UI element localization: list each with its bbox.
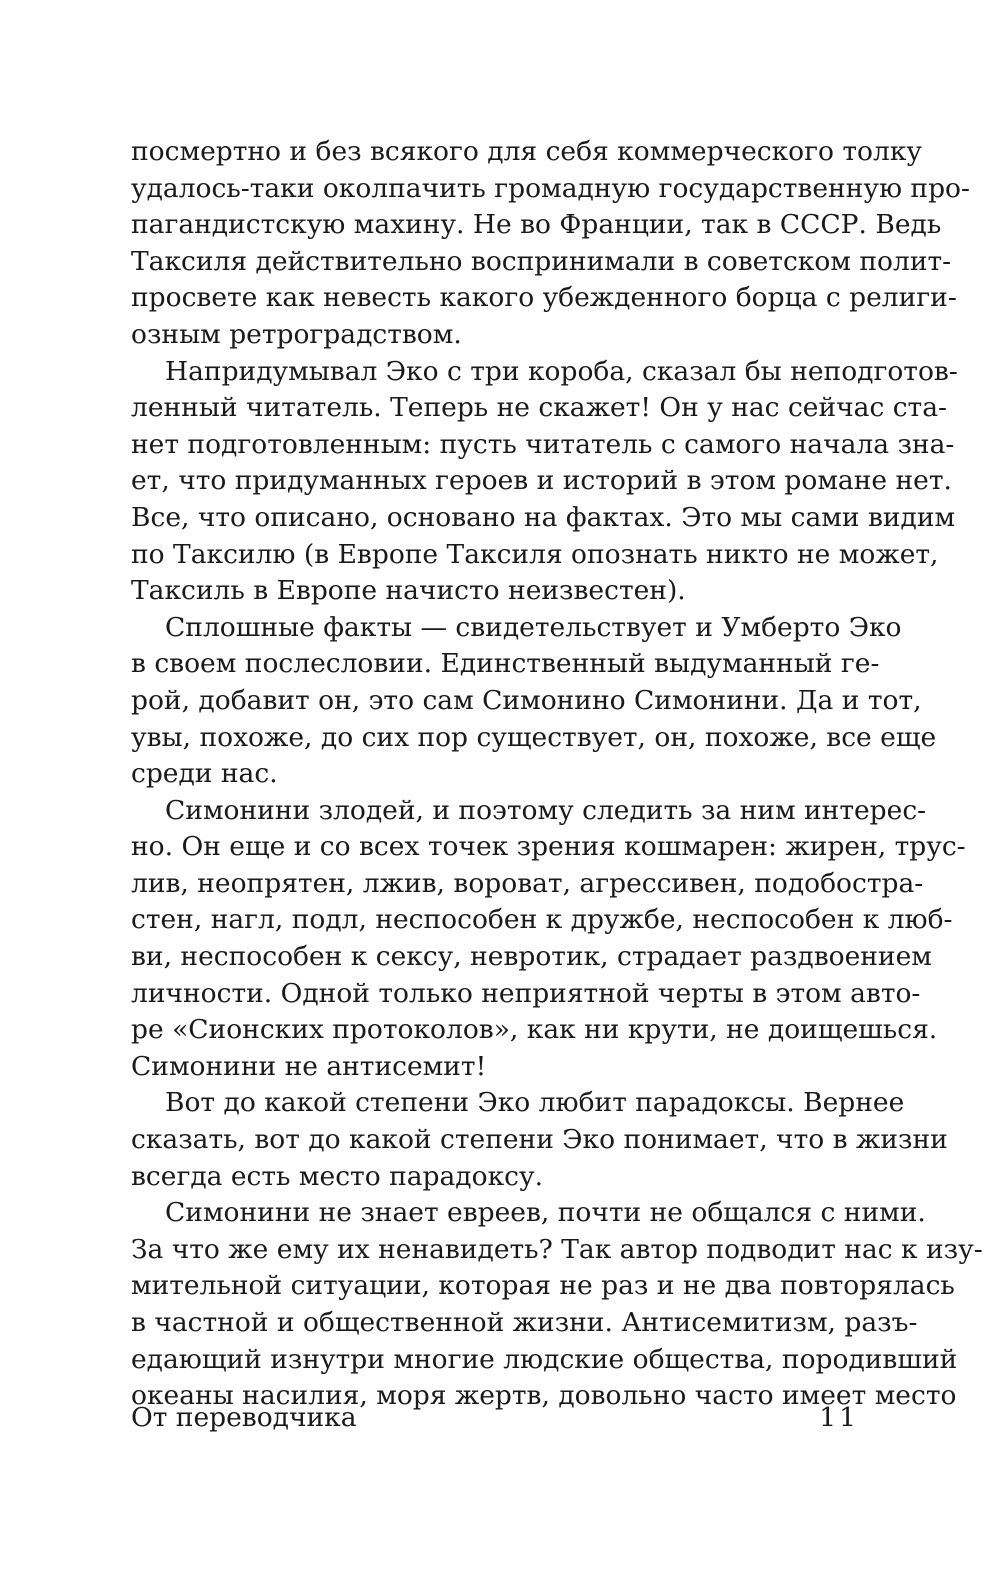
text-line: всегда есть место парадоксу. bbox=[131, 1160, 543, 1192]
text-line: За что же ему их ненавидеть? Так автор подводит нас к изу- bbox=[131, 1233, 983, 1265]
text-line: но. Он еще и со всех точек зрения кошмарен: жирен, трус- bbox=[131, 831, 966, 863]
text-line: по Таксилю (в Европе Таксиля опознать никто не может, bbox=[131, 538, 939, 570]
text-line: рой, добавит он, это сам Симонино Симонини. Да и тот, bbox=[131, 684, 922, 716]
text-line: в частной и общественной жизни. Антисемитизм, разъ- bbox=[131, 1307, 918, 1338]
page-number: 11 bbox=[819, 1402, 859, 1433]
text-line: лив, неопрятен, лжив, вороват, агрессивен, подобостра- bbox=[131, 867, 924, 899]
text-line: удалось-таки околпачить громадную государственную про- bbox=[131, 172, 970, 204]
text-line: нет подготовленным: пусть читатель с самого начала зна- bbox=[131, 428, 955, 460]
text-line: океаны насилия, моря жертв, довольно часто имеет место bbox=[131, 1380, 957, 1412]
text-line: посмертно и без всякого для себя коммерческого толку bbox=[131, 136, 923, 167]
running-head: От переводчика bbox=[131, 1402, 357, 1433]
text-line: Таксиля действительно воспринимали в советском полит- bbox=[131, 245, 952, 277]
text-line: Напридумывал Эко с три короба, сказал бы неподготов- bbox=[165, 355, 958, 387]
page-footer bbox=[131, 1398, 869, 1438]
text-line: сказать, вот до какой степени Эко понимает, что в жизни bbox=[131, 1124, 948, 1156]
text-line: Симонини злодей, и поэтому следить за ним интерес- bbox=[165, 794, 927, 826]
text-line: просвете как невесть какого убежденного борца с религи- bbox=[131, 282, 957, 314]
text-line: ленный читатель. Теперь не скажет! Он у нас сейчас ста- bbox=[131, 392, 947, 424]
text-line: Симонини не знает евреев, почти не общался с ними. bbox=[165, 1197, 926, 1229]
text-line: Вот до какой степени Эко любит парадоксы. Вернее bbox=[165, 1087, 905, 1119]
text-line: Таксиль в Европе начисто неизвестен). bbox=[131, 575, 686, 607]
text-line: в своем послесловии. Единственный выдуманный ге- bbox=[131, 648, 880, 680]
body-text bbox=[131, 134, 983, 1415]
text-line: стен, нагл, подл, неспособен к дружбе, неспособен к люб- bbox=[131, 904, 953, 936]
text-line: ре «Сионских протоколов», как ни крути, не доищешься. bbox=[131, 1014, 938, 1046]
text-line: пагандистскую махину. Не во Франции, так в СССР. Ведь bbox=[131, 209, 942, 241]
text-line: мительной ситуации, которая не раз и не два повторялась bbox=[131, 1270, 955, 1302]
text-line: ет, что придуманных героев и историй в этом романе нет. bbox=[131, 465, 952, 497]
text-line: ви, неспособен к сексу, невротик, страдает раздвоением bbox=[131, 941, 932, 973]
text-line: среди нас. bbox=[131, 758, 278, 790]
text-line: озным ретроградством. bbox=[131, 318, 462, 350]
text-line: Симонини не антисемит! bbox=[131, 1050, 487, 1082]
text-line: Сплошные факты — свидетельствует и Умберто Эко bbox=[165, 611, 902, 643]
text-line: личности. Одной только неприятной черты в этом авто- bbox=[131, 977, 921, 1009]
text-line: увы, похоже, до сих пор существует, он, похоже, все еще bbox=[131, 721, 937, 753]
text-line: едающий изнутри многие людские общества, породивший bbox=[131, 1343, 958, 1375]
text-line: Все, что описано, основано на фактах. Это мы сами видим bbox=[131, 501, 956, 533]
